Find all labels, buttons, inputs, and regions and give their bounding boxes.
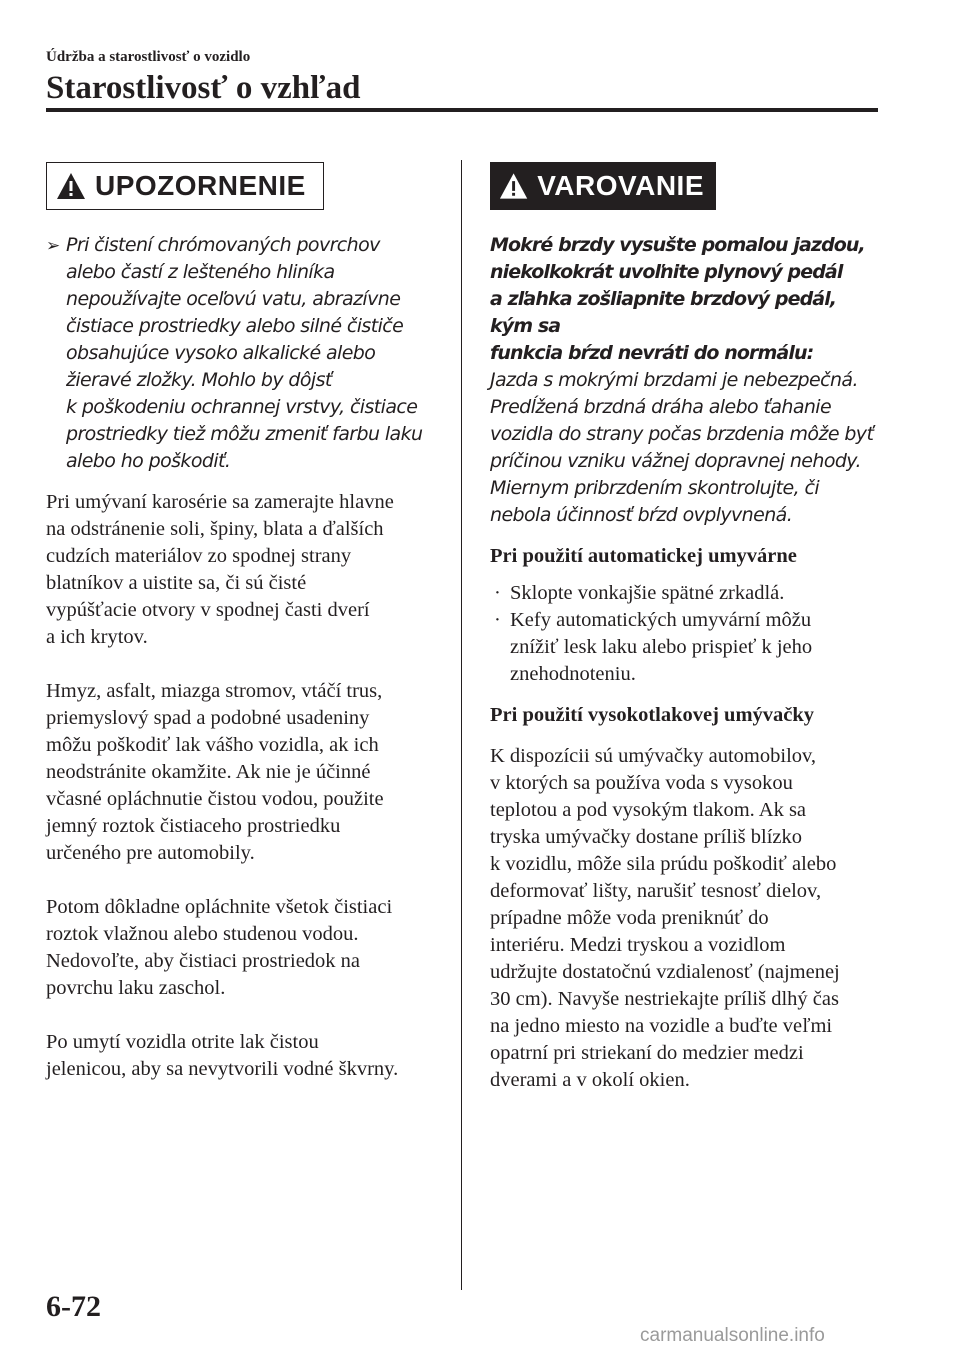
text-line: nebola účinnosť bŕzd ovplyvnená. — [490, 504, 793, 526]
text-line: prípadne môže voda preniknúť do — [490, 907, 769, 929]
warning-box — [490, 162, 716, 210]
text-line: obsahujúce vysoko alkalické alebo — [66, 342, 376, 364]
text-line: Potom dôkladne opláchnite všetok čistiaci — [46, 896, 393, 918]
page-title: Starostlivosť o vzhľad — [46, 70, 361, 106]
text-line: cudzích materiálov zo spodnej strany — [46, 545, 352, 567]
text-line: dverami a v okolí okien. — [490, 1069, 690, 1091]
text-line: jelenicou, aby sa nevytvorili vodné škvrny. — [46, 1058, 399, 1080]
right-column — [490, 162, 882, 1094]
text-line: nepoužívajte oceľovú vatu, abrazívne — [66, 288, 401, 310]
text-line: Predĺžená brzdná dráha alebo ťahanie — [490, 396, 832, 418]
paragraph-pressure-wash — [490, 743, 882, 1094]
text-line: k vozidlu, môže sila prúdu poškodiť alebo — [490, 853, 837, 875]
text-line: opatrní pri striekaní do medzier medzi — [490, 1042, 804, 1064]
text-line: povrchu laku zaschol. — [46, 977, 226, 999]
subheading-automatic-wash: Pri použití automatickej umyvárne — [490, 545, 797, 567]
text-line: Sklopte vonkajšie spätné zrkadlá. — [510, 582, 785, 604]
text-line: Po umytí vozidla otrite lak čistou — [46, 1031, 319, 1053]
caution-box — [46, 162, 324, 210]
caution-bullet — [46, 232, 438, 475]
watermark-link[interactable]: carmanualsonline.info — [640, 1325, 825, 1346]
text-line: vozidla do strany počas brzdenia môže byť — [490, 423, 874, 445]
text-line: alebo ho poškodiť. — [66, 450, 231, 472]
warning-triangle-icon — [55, 171, 87, 201]
text-line: niekolkokrát uvoľnite plynový pedál — [490, 261, 843, 283]
text-line: udržujte dostatočnú vzdialenosť (najmenej — [490, 961, 840, 983]
header-rule — [46, 108, 878, 112]
text-line: Hmyz, asfalt, miazga stromov, vtáčí trus, — [46, 680, 383, 702]
automatic-wash-list — [490, 580, 882, 688]
list-item — [490, 607, 882, 688]
paragraph-deposits — [46, 678, 438, 867]
text-line: na jedno miesto na vozidle a buďte veľmi — [490, 1015, 833, 1037]
text-line: na odstránenie soli, špiny, blata a ďalších — [46, 518, 384, 540]
text-line: neodstránite okamžite. Ak nie je účinné — [46, 761, 371, 783]
text-line: môžu poškodiť lak vášho vozidla, ak ich — [46, 734, 379, 756]
text-line: Miernym pribrzdením skontrolujte, či — [490, 477, 820, 499]
subheading-pressure-wash: Pri použití vysokotlakovej umývačky — [490, 704, 815, 726]
paragraph-rinse — [46, 894, 438, 1002]
text-line: K dispozícii sú umývačky automobilov, — [490, 745, 817, 767]
paragraph-body-cleaning — [46, 489, 438, 651]
text-line: znehodnoteniu. — [510, 663, 636, 685]
text-line: v ktorých sa používa voda s vysokou — [490, 772, 793, 794]
warning-heading — [490, 232, 882, 367]
text-line: blatníkov a uistite sa, či sú čisté — [46, 572, 307, 594]
text-line: prostriedky tiež môžu zmeniť farbu laku — [66, 423, 423, 445]
text-line: deformovať lišty, narušiť tesnosť dielov, — [490, 880, 822, 902]
list-item — [490, 580, 882, 607]
caution-label: UPOZORNENIE — [95, 170, 306, 201]
warning-text — [490, 367, 882, 529]
warning-triangle-icon — [498, 171, 529, 201]
paragraph-dry — [46, 1029, 438, 1083]
caution-text — [66, 232, 438, 475]
text-line: funkcia bŕzd nevráti do normálu: — [490, 342, 814, 364]
text-line: jemný roztok čistiaceho prostriedku — [46, 815, 341, 837]
text-line: Nedovoľte, aby čistiaci prostriedok na — [46, 950, 361, 972]
text-line: teplotou a pod vysokým tlakom. Ak sa — [490, 799, 807, 821]
text-line: príčinou vzniku vážnej dopravnej nehody. — [490, 450, 861, 472]
text-line: včasné opláchnutie čistou vodou, použite — [46, 788, 384, 810]
text-line: roztok vlažnou alebo studenou vodou. — [46, 923, 359, 945]
text-line: priemyslový spad a podobné usadeniny — [46, 707, 370, 729]
text-line: znížiť lesk laku alebo prispieť k jeho — [510, 636, 813, 658]
bullet-dot-icon: · — [494, 582, 501, 604]
warning-label: VAROVANIE — [537, 170, 704, 201]
text-line: Kefy automatických umyvární môžu — [510, 609, 812, 631]
text-line: 30 cm). Navyše nestriekajte príliš dlhý čas — [490, 988, 839, 1010]
text-line: k poškodeniu ochrannej vrstvy, čistiace — [66, 396, 418, 418]
text-line: čistiace prostriedky alebo silné čističe — [66, 315, 404, 337]
text-line: tryska umývačky dostane príliš blízko — [490, 826, 802, 848]
text-line: určeného pre automobily. — [46, 842, 255, 864]
text-line: Pri čistení chrómovaných povrchov — [66, 234, 380, 256]
page-header — [46, 48, 878, 108]
text-line: Pri umývaní karosérie sa zamerajte hlavne — [46, 491, 394, 513]
text-line: Mokré brzdy vysušte pomalou jazdou, — [490, 234, 865, 256]
column-divider — [461, 160, 462, 1290]
arrow-bullet-icon: ➢ — [46, 236, 61, 255]
text-line: vypúšťacie otvory v spodnej časti dverí — [46, 599, 370, 621]
text-line: žieravé zložky. Mohlo by dôjsť — [66, 369, 332, 391]
text-line: alebo častí z lešteného hliníka — [66, 261, 335, 283]
text-line: a zľahka zošliapnite brzdový pedál, kým sa — [490, 288, 837, 337]
text-line: interiéru. Medzi tryskou a vozidlom — [490, 934, 786, 956]
section-label: Údržba a starostlivosť o vozidlo — [46, 49, 251, 65]
text-line: a ich krytov. — [46, 626, 148, 648]
left-column — [46, 162, 438, 1083]
text-line: Jazda s mokrými brzdami je nebezpečná. — [490, 369, 858, 391]
bullet-dot-icon: · — [494, 609, 501, 631]
page-number: 6-72 — [46, 1290, 101, 1323]
